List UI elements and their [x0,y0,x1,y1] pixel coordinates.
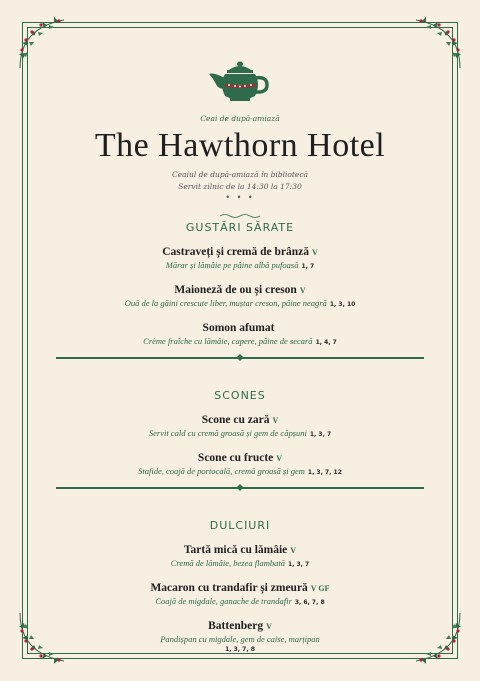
item-name: Somon afumat [202,322,275,334]
diet-badge: V [311,248,318,257]
item-desc: Crème fraîche cu lămâie, capere, pâine de secară [143,336,313,346]
diet-badge: V [299,286,306,295]
item-desc: Servit cald cu cremă groasă și gem de căpșuni [148,428,307,438]
menu-item [40,614,440,654]
item-desc: Ouă de la găini crescute liber, muștar creson, pâine neagră [124,298,327,308]
item-name: Battenberg [208,620,264,632]
flourish-icon [219,213,261,219]
item-name: Scone cu fructe [197,452,274,464]
section-scones [40,389,440,489]
item-desc: Pandișpan cu migdale, gem de caise, marțipan [160,634,320,644]
menu-item [40,576,440,608]
menu-item [40,538,440,570]
item-name: Tartă mică cu lămâie [183,544,288,556]
item-desc: Stafide, coajă de portocală, cremă groasă și gem [138,466,305,476]
menu-content [40,58,440,654]
diet-badge: V [276,454,283,463]
menu-item [40,446,440,478]
item-allergens: 3, 6, 7, 8 [294,599,325,606]
section-title: DULCIURI [209,519,271,532]
diet-badge: V GF [310,584,330,593]
menu-item [40,316,440,348]
eyebrow-text: Ceai de după-amiază [200,114,280,123]
section-divider [56,487,424,489]
diet-badge: V [290,546,297,555]
item-allergens: 1, 4, 7 [315,339,337,346]
section-title: GUSTĂRI SĂRATE [185,221,295,234]
section-divider [56,357,424,359]
section-title: SCONES [214,389,266,402]
item-name: Scone cu zară [201,414,270,426]
item-allergens: 1, 3, 7 [287,561,310,568]
menu-item [40,408,440,440]
item-allergens: 1, 3, 7, 12 [307,469,342,476]
item-desc: Cremă de lămâie, bezea flambată [170,558,285,568]
section-savory [40,213,440,359]
item-name: Maioneză de ou și creson [174,284,297,296]
subtitle-hours: Servit zilnic de la 14:30 la 17:30 [178,182,302,191]
hotel-title: The Hawthorn Hotel [94,127,386,164]
section-desserts [40,519,440,654]
diet-badge: V [272,416,279,425]
item-name: Castraveți și cremă de brânză [162,246,309,258]
item-allergens: 1, 3, 7 [309,431,332,438]
item-allergens: 1, 7 [301,263,315,270]
menu-item [40,240,440,272]
item-allergens: 1, 3, 10 [329,301,356,308]
item-desc: Mărar și lămâie pe pâine albă pufoasă [165,260,299,270]
item-allergens: 1, 3, 7, 8 [225,646,255,653]
header-dots: • • • [225,193,255,202]
teapot-icon [205,58,275,108]
diet-badge: V [266,622,272,631]
item-desc: Coajă de migdale, ganache de trandafir [155,596,292,606]
item-name: Macaron cu trandafir și zmeură [150,582,308,594]
menu-item [40,278,440,310]
subtitle-location: Ceaiul de după-amiază în bibliotecă [171,170,309,179]
